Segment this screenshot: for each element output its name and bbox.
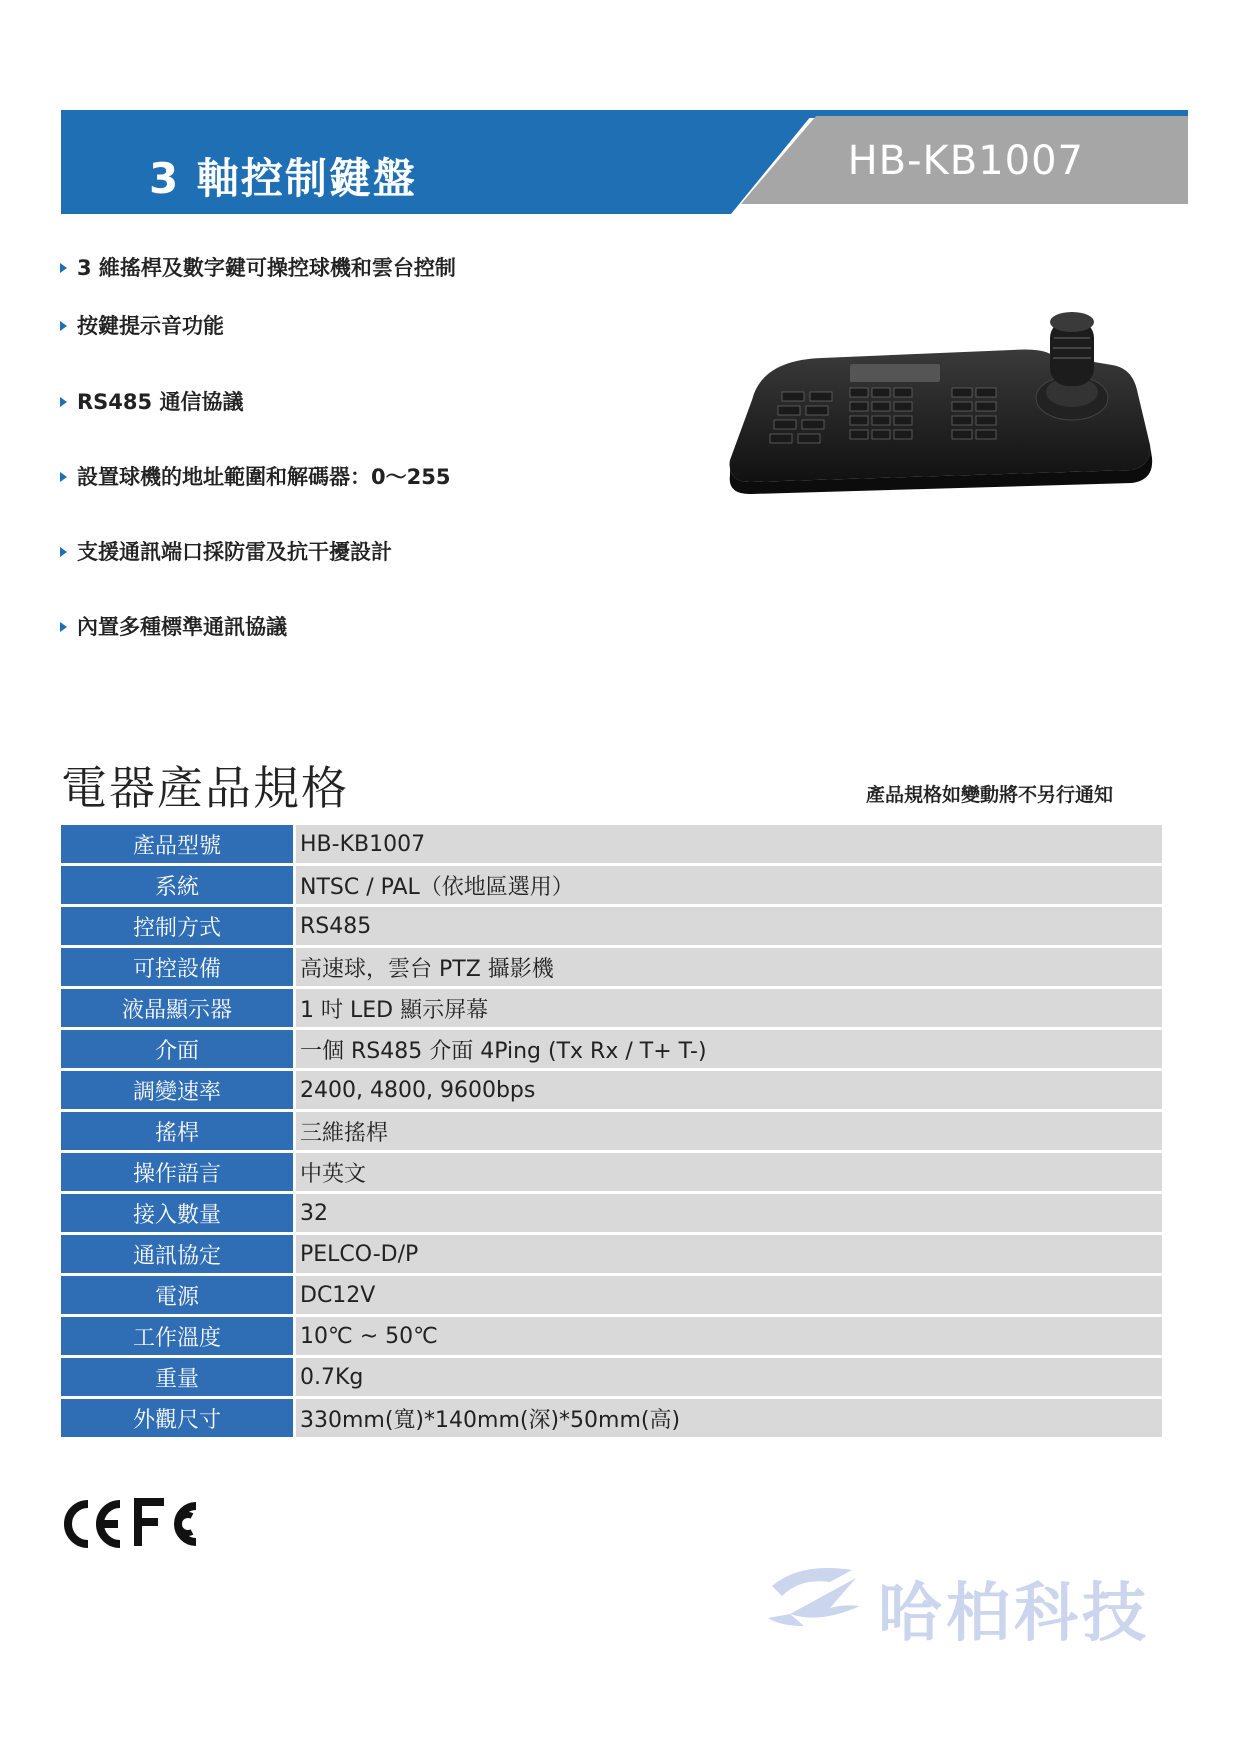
spec-value: 0.7Kg — [296, 1358, 1162, 1396]
bullet-icon — [60, 321, 67, 331]
feature-item: 支援通訊端口採防雷及抗干擾設計 — [60, 536, 392, 566]
spec-table — [61, 822, 1162, 1440]
table-row — [61, 1399, 1162, 1437]
spec-value: HB-KB1007 — [296, 825, 1162, 863]
table-row — [61, 1235, 1162, 1273]
spec-key: 電源 — [61, 1276, 296, 1314]
spec-key: 工作溫度 — [61, 1317, 296, 1355]
spec-value: 330mm(寬)*140mm(深)*50mm(高) — [296, 1399, 1162, 1437]
spec-value: RS485 — [296, 907, 1162, 945]
bullet-icon — [60, 397, 67, 407]
feature-item: RS485 通信協議 — [60, 386, 243, 416]
spec-key: 操作語言 — [61, 1153, 296, 1191]
spec-value: 10℃ ~ 50℃ — [296, 1317, 1162, 1355]
brand-name: 哈柏科技 — [878, 1577, 1150, 1651]
table-row — [61, 1358, 1162, 1396]
table-row — [61, 1071, 1162, 1109]
spec-key: 重量 — [61, 1358, 296, 1396]
fcc-mark-icon — [138, 1502, 196, 1546]
spec-key: 搖桿 — [61, 1112, 296, 1150]
spec-key: 調變速率 — [61, 1071, 296, 1109]
ce-mark-icon — [68, 1504, 120, 1544]
table-row — [61, 1194, 1162, 1232]
spec-value: 32 — [296, 1194, 1162, 1232]
spec-key: 可控設備 — [61, 948, 296, 986]
table-row — [61, 948, 1162, 986]
spec-key: 產品型號 — [61, 825, 296, 863]
spec-section-title: 電器產品規格 — [61, 761, 349, 815]
feature-item: 3 維搖桿及數字鍵可操控球機和雲台控制 — [60, 252, 456, 282]
spec-value: DC12V — [296, 1276, 1162, 1314]
product-image — [712, 280, 1182, 510]
spec-key: 系統 — [61, 866, 296, 904]
spec-value: 三維搖桿 — [296, 1112, 1162, 1150]
spec-value: 1 吋 LED 顯示屏幕 — [296, 989, 1162, 1027]
table-row — [61, 1153, 1162, 1191]
table-row — [61, 825, 1162, 863]
bullet-icon — [60, 622, 67, 632]
table-row — [61, 866, 1162, 904]
spec-key: 接入數量 — [61, 1194, 296, 1232]
bullet-icon — [60, 263, 67, 273]
spec-value: NTSC / PAL（依地區選用） — [296, 866, 1162, 904]
brand-logo — [760, 1556, 1150, 1651]
table-row — [61, 989, 1162, 1027]
spec-value: 高速球，雲台 PTZ 攝影機 — [296, 948, 1162, 986]
table-row — [61, 1112, 1162, 1150]
spec-key: 通訊協定 — [61, 1235, 296, 1273]
spec-key: 控制方式 — [61, 907, 296, 945]
feature-item: 內置多種標準通訊協議 — [60, 611, 287, 641]
brand-mark-icon — [760, 1556, 870, 1636]
page-title: 3 軸控制鍵盤 — [149, 154, 417, 203]
table-row — [61, 1276, 1162, 1314]
spec-value: 中英文 — [296, 1153, 1162, 1191]
certification-logos — [58, 1496, 218, 1552]
spec-value: PELCO-D/P — [296, 1235, 1162, 1273]
table-row — [61, 1030, 1162, 1068]
header-banner — [61, 110, 1188, 214]
spec-note: 產品規格如變動將不另行通知 — [866, 784, 1114, 806]
table-row — [61, 1317, 1162, 1355]
feature-item: 設置球機的地址範圍和解碼器：0～255 — [60, 461, 450, 491]
spec-value: 一個 RS485 介面 4Ping (Tx Rx / T+ T-) — [296, 1030, 1162, 1068]
feature-item: 按鍵提示音功能 — [60, 310, 224, 340]
spec-key: 介面 — [61, 1030, 296, 1068]
table-row — [61, 907, 1162, 945]
model-number: HB-KB1007 — [847, 138, 1084, 184]
bullet-icon — [60, 472, 67, 482]
spec-key: 液晶顯示器 — [61, 989, 296, 1027]
spec-value: 2400, 4800, 9600bps — [296, 1071, 1162, 1109]
bullet-icon — [60, 547, 67, 557]
spec-key: 外觀尺寸 — [61, 1399, 296, 1437]
